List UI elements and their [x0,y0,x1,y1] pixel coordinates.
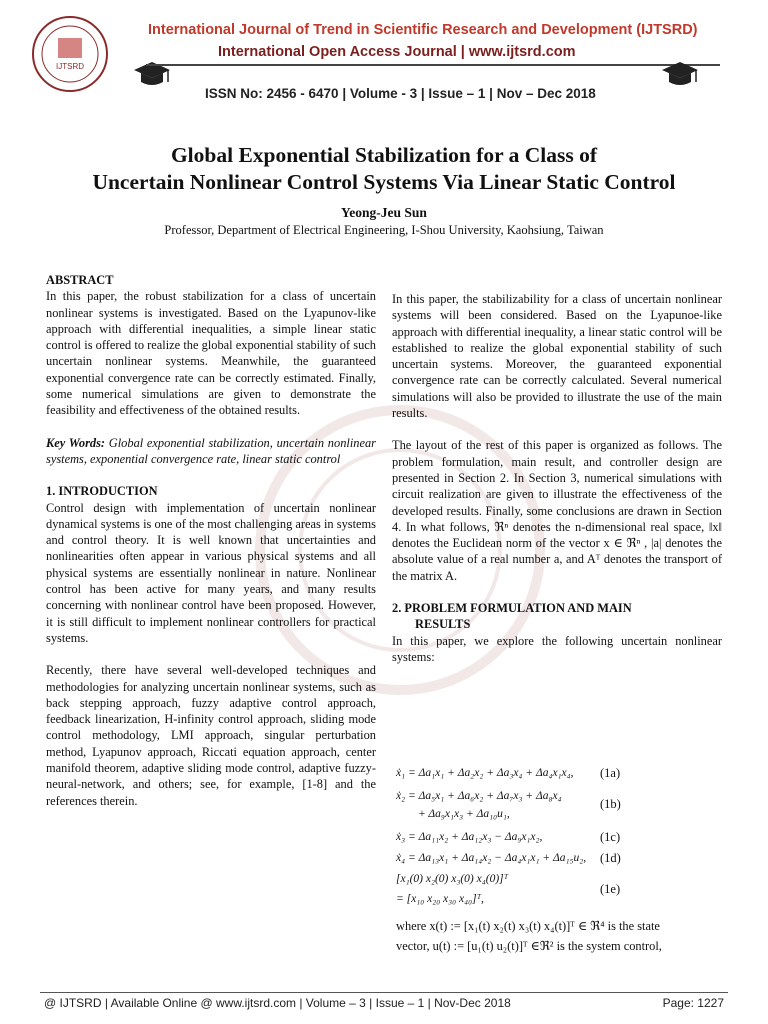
equation-1a: ẋ₁ = Δa₁x₁ + Δa₂x₂ + Δa₃x₄ + Δa₄x₁x₄, [396,767,574,779]
page-number: Page: 1227 [662,996,724,1010]
equation-1c: ẋ₃ = Δa₁₁x₂ + Δa₁₂x₃ − Δa₉x₁x₂, [396,831,543,843]
intro-paragraph-1: Control design with implementation of uncertain nonlinear dynamical systems is one of the most challenging areas in systems and control theory. It is well known that uncertainties and nonlinearities often appear in various physical systems and all physical systems are essentially nonlinear in nature. Nonlinear control has been active for many years, and many results concerning with nonlinear control have been proposed. However, it is still difficult to implement nonlinear controllers for practical systems. [46,500,376,645]
title-line-2: Uncertain Nonlinear Control Systems Via Linear Static Control [92,170,676,194]
keywords-label: Key Words: [46,435,106,450]
author-name: Yeong-Jeu Sun [341,205,427,220]
where-line-2: vector, u(t) := [u₁(t) u₂(t)]ᵀ ∈ℜ² is the system control, [396,939,662,953]
left-column [46,272,376,809]
equation-number: (1a) [600,766,621,780]
journal-title: International Journal of Trend in Scientific Research and Development (IJTSRD) [148,22,698,38]
equation-number: (1d) [600,851,621,865]
equation-1e-line1: [x₁(0) x₂(0) x₃(0) x₄(0)]ᵀ [396,873,509,885]
right-paragraph-1: In this paper, the stabilizability for a class of uncertain nonlinear systems will been considered. Based on the Lyapunoe-like approach with differential inequality, a linear static control will be established to realize the global exponential stability of such uncertain systems. Moreover, the guaranteed exponential convergence rate can be correctly calculated. Several numerical simulations will also be provided to illustrate the use of the main results. [392,292,722,421]
section2-heading [392,600,722,633]
right-column [392,291,722,665]
equation-1e-line2: = [x₁₀ x₂₀ x₃₀ x₄₀]ᵀ, [396,893,484,905]
paper-title [40,142,728,196]
footer-rule [40,992,728,993]
journal-logo [30,14,110,94]
journal-subtitle: International Open Access Journal | www.ijtsrd.com [218,44,576,60]
equation-1b-line2: + Δa₉x₁x₃ + Δa₁₀u₁, [418,808,510,820]
equation-number: (1b) [600,797,621,811]
graduation-cap-icon [660,58,700,92]
intro-heading: 1. INTRODUCTION [46,484,158,499]
state-vector-definition [396,916,722,956]
issn-line: ISSN No: 2456 - 6470 | Volume - 3 | Issue – 1 | Nov – Dec 2018 [205,86,596,101]
intro-paragraph-2: Recently, there have several well-developed techniques and methodologies for analyzing uncertain nonlinear systems, such as back stepping approach, fuzzy adaptive control approach, feedback linearization, H-infinity control approach, sliding mode control methodology, LMI approach, singular perturbation method, Lyapunov approach, Riccati equation approach, center manifold theorem, adaptive sliding mode control, adaptive fuzzy-neural-network, and others; see, for example, [1-8] and the references therein. [46,663,376,808]
equation-1d: ẋ₄ = Δa₁₃x₁ + Δa₁₄x₂ − Δa₄x₁x₁ + Δa₁₅u₂, [396,852,587,864]
equation-1b-line1: ẋ₂ = Δa₅x₁ + Δa₆x₂ + Δa₇x₃ + Δa₈x₄ [396,790,562,802]
logo-text: IJTSRD [56,62,84,71]
equation-number: (1e) [600,882,621,896]
section2-heading-line1: 2. PROBLEM FORMULATION AND MAIN [392,601,632,616]
where-line-1: where x(t) := [x₁(t) x₂(t) x₃(t) x₄(t)]ᵀ ∈ ℜ⁴ is the state [396,919,660,933]
keywords [46,435,376,468]
abstract-heading: ABSTRACT [46,273,114,287]
equation-number: (1c) [600,830,621,844]
right-paragraph-2: The layout of the rest of this paper is organized as follows. The problem formulation, main result, and controller design are presented in Section 2. In Section 3, numerical simulations with circuit realization are given to illustrate the effectiveness of the developed results. Finally, some conclusions are drawn in Section 4. In what follows, ℜⁿ denotes the n-dimensional real space, ‖x‖ denotes the Euclidean norm of the vector x ∈ ℜⁿ , |a| denotes the absolute value of a real number a, and Aᵀ denotes the transport of the matrix A. [392,438,722,583]
abstract-text: In this paper, the robust stabilization for a class of uncertain nonlinear systems is investigated. Based on the Lyapunov-like approach with differential inequalities, a simple linear static control is offered to realize the global exponential stability of such uncertain nonlinear systems. Meanwhile, the guaranteed exponential convergence rate can be correctly estimated. Finally, some numerical simulations are given to demonstrate the feasibility and effectiveness of the obtained results. [46,289,376,418]
keywords-text: Global exponential stabilization, uncertain nonlinear systems, exponential convergence rate, linear static control [46,435,376,466]
section2-heading-line2: RESULTS [415,617,471,632]
author-affiliation: Professor, Department of Electrical Engineering, I-Shou University, Kaohsiung, Taiwan [164,223,604,237]
header-rule [146,64,720,66]
section2-intro: In this paper, we explore the following uncertain nonlinear systems: [392,633,722,664]
title-line-1: Global Exponential Stabilization for a Class of [170,143,598,167]
footer-citation: @ IJTSRD | Available Online @ www.ijtsrd.com | Volume – 3 | Issue – 1 | Nov-Dec 2018 [44,996,511,1010]
